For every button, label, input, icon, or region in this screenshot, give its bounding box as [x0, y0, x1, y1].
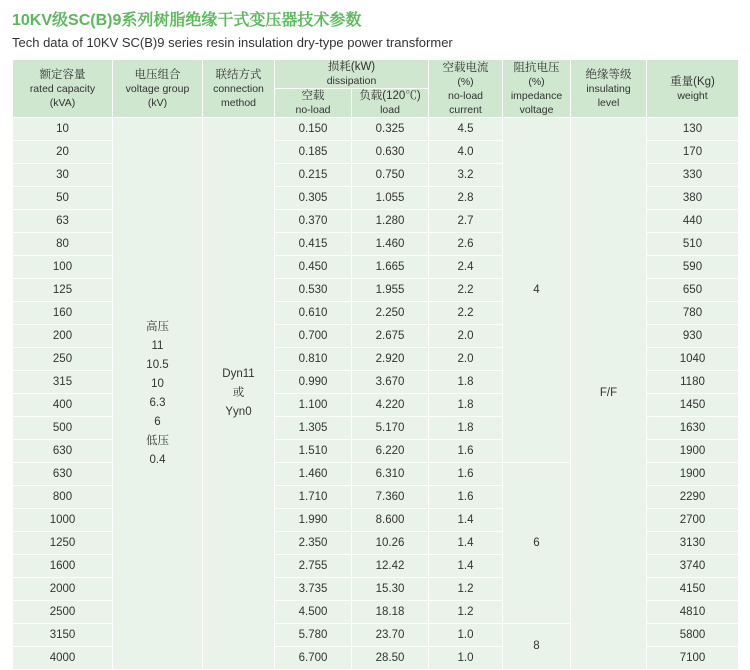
cell-no-load-loss: 0.810 [275, 348, 352, 371]
cell-rated-capacity: 250 [13, 348, 113, 371]
cell-load-loss: 0.325 [352, 118, 429, 141]
header-load-loss-en: load [380, 104, 400, 116]
header-weight-en: weight [677, 89, 708, 102]
header-no-load-current-en: no-load [447, 89, 484, 102]
cell-no-load-loss: 0.215 [275, 164, 352, 187]
cell-load-loss: 12.42 [352, 555, 429, 578]
connection-line: Yyn0 [225, 406, 252, 418]
header-no-load-loss [275, 89, 352, 118]
cell-voltage-group [113, 118, 203, 670]
cell-weight: 590 [647, 256, 739, 279]
cell-no-load-current: 4.5 [429, 118, 503, 141]
header-connection-method [203, 60, 275, 118]
cell-no-load-current: 3.2 [429, 164, 503, 187]
cell-rated-capacity: 1600 [13, 555, 113, 578]
header-impedance-en2: voltage [519, 103, 554, 116]
cell-no-load-current: 2.4 [429, 256, 503, 279]
cell-weight: 4150 [647, 578, 739, 601]
cell-weight: 1900 [647, 440, 739, 463]
cell-no-load-current: 1.2 [429, 601, 503, 624]
connection-line: 或 [232, 387, 245, 399]
cell-rated-capacity: 800 [13, 486, 113, 509]
cell-no-load-current: 2.0 [429, 325, 503, 348]
cell-rated-capacity: 30 [13, 164, 113, 187]
table-body [13, 118, 739, 670]
cell-no-load-loss: 1.510 [275, 440, 352, 463]
cell-load-loss: 3.670 [352, 371, 429, 394]
cell-weight: 1040 [647, 348, 739, 371]
cell-no-load-loss: 3.735 [275, 578, 352, 601]
header-no-load-current-pct: (%) [457, 75, 474, 88]
cell-weight: 380 [647, 187, 739, 210]
cell-rated-capacity: 630 [13, 440, 113, 463]
header-rated-capacity-en: rated capacity [29, 82, 96, 95]
header-no-load-loss-en: no-load [295, 104, 331, 116]
cell-no-load-loss: 0.990 [275, 371, 352, 394]
cell-rated-capacity: 2000 [13, 578, 113, 601]
cell-weight: 170 [647, 141, 739, 164]
cell-no-load-current: 1.0 [429, 624, 503, 647]
cell-no-load-current: 2.8 [429, 187, 503, 210]
cell-weight: 780 [647, 302, 739, 325]
cell-insulating-level: F/F [571, 118, 647, 670]
cell-no-load-current: 1.6 [429, 486, 503, 509]
cell-load-loss: 4.220 [352, 394, 429, 417]
cell-load-loss: 2.250 [352, 302, 429, 325]
cell-weight: 1180 [647, 371, 739, 394]
cell-no-load-current: 1.8 [429, 371, 503, 394]
transformer-spec-table [12, 59, 739, 670]
cell-load-loss: 1.280 [352, 210, 429, 233]
cell-load-loss: 6.220 [352, 440, 429, 463]
header-dissipation-en: dissipation [326, 75, 377, 87]
header-connection-en: connection [213, 82, 264, 95]
cell-load-loss: 2.920 [352, 348, 429, 371]
cell-rated-capacity: 3150 [13, 624, 113, 647]
cell-rated-capacity: 200 [13, 325, 113, 348]
cell-weight: 1630 [647, 417, 739, 440]
cell-rated-capacity: 630 [13, 463, 113, 486]
cell-rated-capacity: 315 [13, 371, 113, 394]
cell-no-load-current: 4.0 [429, 141, 503, 164]
table-header [13, 60, 739, 118]
cell-rated-capacity: 160 [13, 302, 113, 325]
voltage-group-line: 11 [151, 339, 164, 352]
header-rated-capacity-unit: (kVA) [49, 96, 76, 109]
cell-load-loss: 1.460 [352, 233, 429, 256]
cell-no-load-loss: 0.415 [275, 233, 352, 256]
cell-no-load-loss: 0.305 [275, 187, 352, 210]
cell-no-load-loss: 0.185 [275, 141, 352, 164]
cell-no-load-current: 1.4 [429, 509, 503, 532]
cell-load-loss: 5.170 [352, 417, 429, 440]
cell-weight: 7100 [647, 647, 739, 670]
cell-load-loss: 0.750 [352, 164, 429, 187]
header-rated-capacity-zh: 额定容量 [39, 68, 86, 81]
header-rated-capacity [13, 60, 113, 118]
header-no-load-loss-zh: 空载 [301, 90, 325, 102]
connection-line: Dyn11 [222, 368, 255, 380]
cell-no-load-current: 1.8 [429, 417, 503, 440]
cell-no-load-loss: 0.450 [275, 256, 352, 279]
cell-load-loss: 1.055 [352, 187, 429, 210]
cell-rated-capacity: 100 [13, 256, 113, 279]
header-dissipation-zh: 损耗(kW) [327, 61, 376, 73]
cell-load-loss: 28.50 [352, 647, 429, 670]
header-voltage-group-en: voltage group [125, 82, 190, 95]
cell-no-load-current: 2.2 [429, 279, 503, 302]
header-no-load-current-en2: current [449, 103, 482, 116]
header-impedance-voltage [503, 60, 571, 118]
cell-no-load-loss: 0.530 [275, 279, 352, 302]
header-dissipation [275, 60, 429, 89]
cell-no-load-current: 1.4 [429, 555, 503, 578]
header-load-loss-zh: 负载(120℃) [359, 90, 421, 102]
cell-no-load-loss: 0.610 [275, 302, 352, 325]
cell-rated-capacity: 20 [13, 141, 113, 164]
cell-weight: 4810 [647, 601, 739, 624]
cell-rated-capacity: 4000 [13, 647, 113, 670]
cell-load-loss: 18.18 [352, 601, 429, 624]
header-insulating-zh: 绝缘等级 [585, 68, 632, 81]
cell-no-load-current: 2.6 [429, 233, 503, 256]
cell-weight: 1900 [647, 463, 739, 486]
voltage-group-line: 高压 [146, 320, 169, 333]
cell-rated-capacity: 125 [13, 279, 113, 302]
cell-no-load-current: 2.0 [429, 348, 503, 371]
cell-weight: 3130 [647, 532, 739, 555]
cell-load-loss: 15.30 [352, 578, 429, 601]
cell-load-loss: 10.26 [352, 532, 429, 555]
cell-no-load-current: 1.6 [429, 463, 503, 486]
cell-connection-method [203, 118, 275, 670]
cell-rated-capacity: 50 [13, 187, 113, 210]
cell-no-load-current: 2.7 [429, 210, 503, 233]
header-weight [647, 60, 739, 118]
cell-no-load-current: 1.4 [429, 532, 503, 555]
cell-rated-capacity: 400 [13, 394, 113, 417]
cell-no-load-loss: 2.755 [275, 555, 352, 578]
cell-no-load-loss: 0.150 [275, 118, 352, 141]
cell-rated-capacity: 63 [13, 210, 113, 233]
header-impedance-pct: (%) [528, 75, 545, 88]
header-voltage-group-unit: (kV) [147, 96, 168, 109]
header-voltage-group-zh: 电压组合 [134, 68, 181, 81]
cell-impedance-voltage: 4 [503, 118, 571, 463]
cell-weight: 930 [647, 325, 739, 348]
cell-rated-capacity: 10 [13, 118, 113, 141]
header-row-1 [13, 60, 739, 89]
cell-rated-capacity: 500 [13, 417, 113, 440]
cell-weight: 3740 [647, 555, 739, 578]
cell-load-loss: 23.70 [352, 624, 429, 647]
table-row [13, 118, 739, 141]
cell-no-load-loss: 1.990 [275, 509, 352, 532]
cell-load-loss: 7.360 [352, 486, 429, 509]
cell-rated-capacity: 2500 [13, 601, 113, 624]
cell-no-load-loss: 5.780 [275, 624, 352, 647]
cell-weight: 130 [647, 118, 739, 141]
cell-weight: 650 [647, 279, 739, 302]
header-weight-zh: 重量(Kg) [670, 75, 715, 88]
header-no-load-current-zh: 空载电流 [442, 61, 489, 74]
voltage-group-line: 6.3 [149, 396, 166, 409]
cell-weight: 5800 [647, 624, 739, 647]
header-no-load-current [429, 60, 503, 118]
header-connection-zh: 联结方式 [215, 68, 262, 81]
cell-weight: 330 [647, 164, 739, 187]
header-insulating-level [571, 60, 647, 118]
cell-no-load-loss: 2.350 [275, 532, 352, 555]
cell-no-load-loss: 0.700 [275, 325, 352, 348]
cell-no-load-loss: 6.700 [275, 647, 352, 670]
cell-impedance-voltage: 8 [503, 624, 571, 670]
header-insulating-en2: level [597, 96, 620, 109]
cell-weight: 2700 [647, 509, 739, 532]
voltage-group-line: 0.4 [149, 453, 166, 466]
cell-no-load-current: 2.2 [429, 302, 503, 325]
cell-load-loss: 1.665 [352, 256, 429, 279]
header-load-loss [352, 89, 429, 118]
cell-no-load-loss: 1.710 [275, 486, 352, 509]
cell-no-load-current: 1.0 [429, 647, 503, 670]
header-voltage-group [113, 60, 203, 118]
cell-no-load-loss: 1.100 [275, 394, 352, 417]
cell-load-loss: 8.600 [352, 509, 429, 532]
cell-weight: 510 [647, 233, 739, 256]
cell-load-loss: 2.675 [352, 325, 429, 348]
cell-load-loss: 6.310 [352, 463, 429, 486]
voltage-group-line: 低压 [146, 434, 169, 447]
header-connection-en2: method [220, 96, 257, 109]
page-title-zh: 10KV级SC(B)9系列树脂绝缘干式变压器技术参数 [12, 12, 362, 29]
voltage-group-line: 6 [154, 415, 161, 428]
cell-no-load-loss: 1.460 [275, 463, 352, 486]
voltage-group-line: 10 [151, 377, 164, 390]
cell-no-load-current: 1.8 [429, 394, 503, 417]
cell-load-loss: 1.955 [352, 279, 429, 302]
cell-weight: 1450 [647, 394, 739, 417]
cell-no-load-loss: 0.370 [275, 210, 352, 233]
cell-rated-capacity: 1250 [13, 532, 113, 555]
cell-no-load-loss: 4.500 [275, 601, 352, 624]
page-title-en: Tech data of 10KV SC(B)9 series resin insulation dry-type power transformer [12, 35, 453, 50]
voltage-group-line: 10.5 [146, 358, 169, 371]
header-impedance-zh: 阻抗电压 [513, 61, 560, 74]
cell-no-load-current: 1.2 [429, 578, 503, 601]
header-insulating-en: insulating [586, 82, 631, 95]
cell-weight: 440 [647, 210, 739, 233]
cell-load-loss: 0.630 [352, 141, 429, 164]
cell-weight: 2290 [647, 486, 739, 509]
header-impedance-en: impedance [510, 89, 563, 102]
cell-no-load-current: 1.6 [429, 440, 503, 463]
cell-rated-capacity: 1000 [13, 509, 113, 532]
cell-rated-capacity: 80 [13, 233, 113, 256]
cell-impedance-voltage: 6 [503, 463, 571, 624]
cell-no-load-loss: 1.305 [275, 417, 352, 440]
